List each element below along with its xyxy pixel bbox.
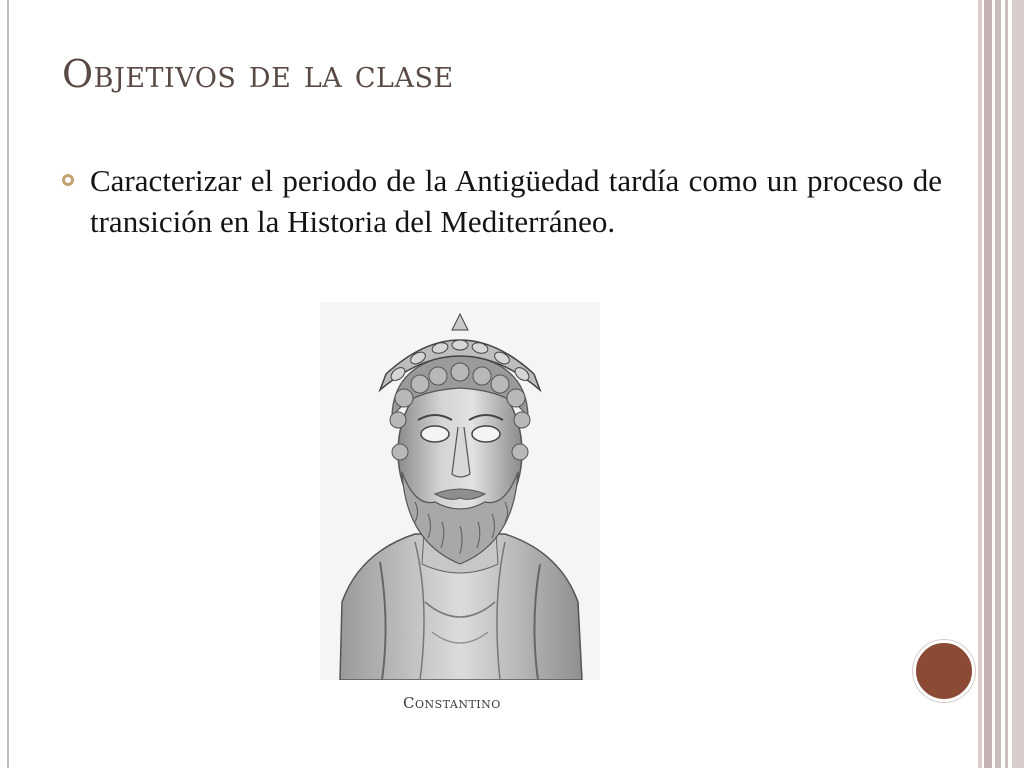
bullet-ring-icon	[62, 174, 74, 186]
image-caption: Constantino	[403, 694, 501, 712]
decorative-circle	[913, 640, 975, 702]
bullet-text: Caracterizar el periodo de la Antigüedad tardía como un proceso de transición en la Historia del Mediterráneo.	[90, 163, 942, 239]
portrait-image	[320, 302, 600, 680]
bullet-item	[62, 160, 942, 242]
slide-title: Objetivos de la clase	[62, 52, 454, 96]
slide-left-border	[7, 0, 9, 768]
bust-engraving-icon	[320, 302, 600, 680]
decorative-side-stripes	[978, 0, 1024, 768]
